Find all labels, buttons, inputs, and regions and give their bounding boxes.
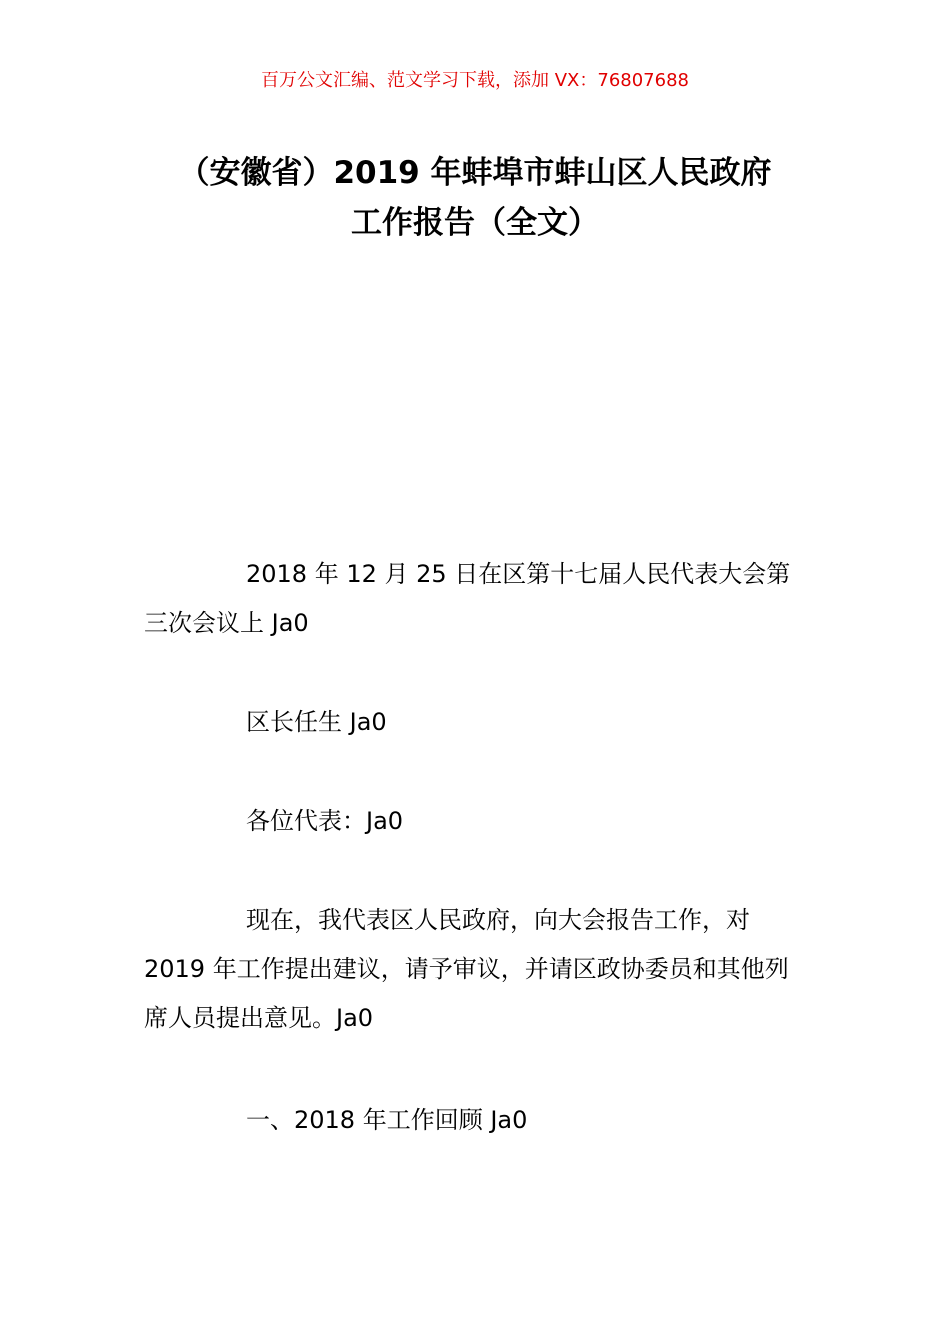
section-heading: [144, 1096, 808, 1145]
document-title-line-1: （安徽省）2019 年蚌埠市蚌山区人民政府: [178, 155, 772, 191]
paragraph-meeting-info: [144, 550, 808, 648]
paragraph-text: 各位代表：Ja0: [246, 807, 404, 835]
paragraph-text: 2018 年 12 月 25 日在区第十七届人民代表大会第三次会议上 Ja0: [144, 560, 791, 637]
document-title: [120, 148, 830, 248]
paragraph-text: 现在，我代表区人民政府，向大会报告工作，对 2019 年工作提出建议，请予审议，并请区政协委员和其他列席人员提出意见。Ja0: [144, 906, 789, 1032]
paragraph-text: 一、2018 年工作回顾 Ja0: [246, 1106, 528, 1134]
paragraph-salutation: [144, 797, 808, 846]
paragraph-text: 区长任生 Ja0: [246, 708, 387, 736]
paragraph-intro: [144, 896, 808, 1043]
paragraph-speaker: [144, 698, 808, 747]
promo-header: 百万公文汇编、范文学习下载，添加 VX：76807688: [261, 70, 689, 91]
document-title-line-2: 工作报告（全文）: [351, 205, 599, 241]
